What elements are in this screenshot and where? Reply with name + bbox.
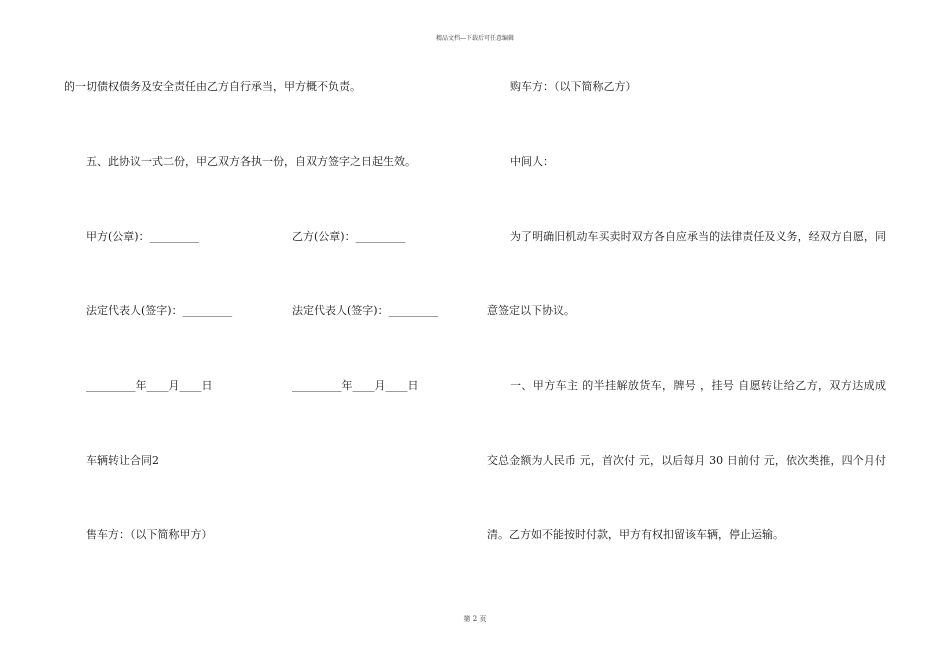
party-b-date-field: _________年____月____日 [292, 379, 419, 392]
left-text-line-1: 的一切债权债务及安全责任由乙方自行承当，甲方概不负责。 [64, 80, 361, 93]
paragraph-1-line-2: 意签定以下协议。 [487, 304, 575, 317]
party-b-seal-field: 乙方(公章)：_________ [292, 230, 406, 243]
paragraph-1-line-1: 为了明确旧机动车买卖时双方各自应承当的法律责任及义务，经双方自愿，同 [510, 230, 886, 243]
party-a-representative-field: 法定代表人(签字)：_________ [86, 304, 233, 317]
buyer-line: 购车方：（以下简称乙方） [510, 80, 637, 93]
paragraph-2-line-3: 清。乙方如不能按时付款，甲方有权扣留该车辆，停止运输。 [487, 528, 784, 541]
page-number: 第 2 页 [463, 615, 487, 623]
contract-title: 车辆转让合同2 [86, 454, 159, 467]
paragraph-2-line-1: 一、甲方车主 的半挂解放货车，牌号 ，挂号 自愿转让给乙方，双方达成成 [510, 379, 886, 392]
left-text-line-2: 五、此协议一式二份，甲乙双方各执一份，自双方签字之日起生效。 [86, 155, 416, 168]
party-b-representative-field: 法定代表人(签字)：_________ [292, 304, 439, 317]
paragraph-2-line-2: 交总金额为人民币 元，首次付 元，以后每月 30 日前付 元，依次类推，四个月付 [487, 454, 886, 467]
middleman-line: 中间人： [510, 155, 554, 168]
party-a-seal-field: 甲方(公章)：_________ [86, 230, 200, 243]
page-header: 精品文档---下载后可任意编辑 [435, 35, 515, 42]
seller-line: 售车方：（以下简称甲方） [86, 528, 213, 541]
party-a-date-field: _________年____月____日 [86, 379, 213, 392]
